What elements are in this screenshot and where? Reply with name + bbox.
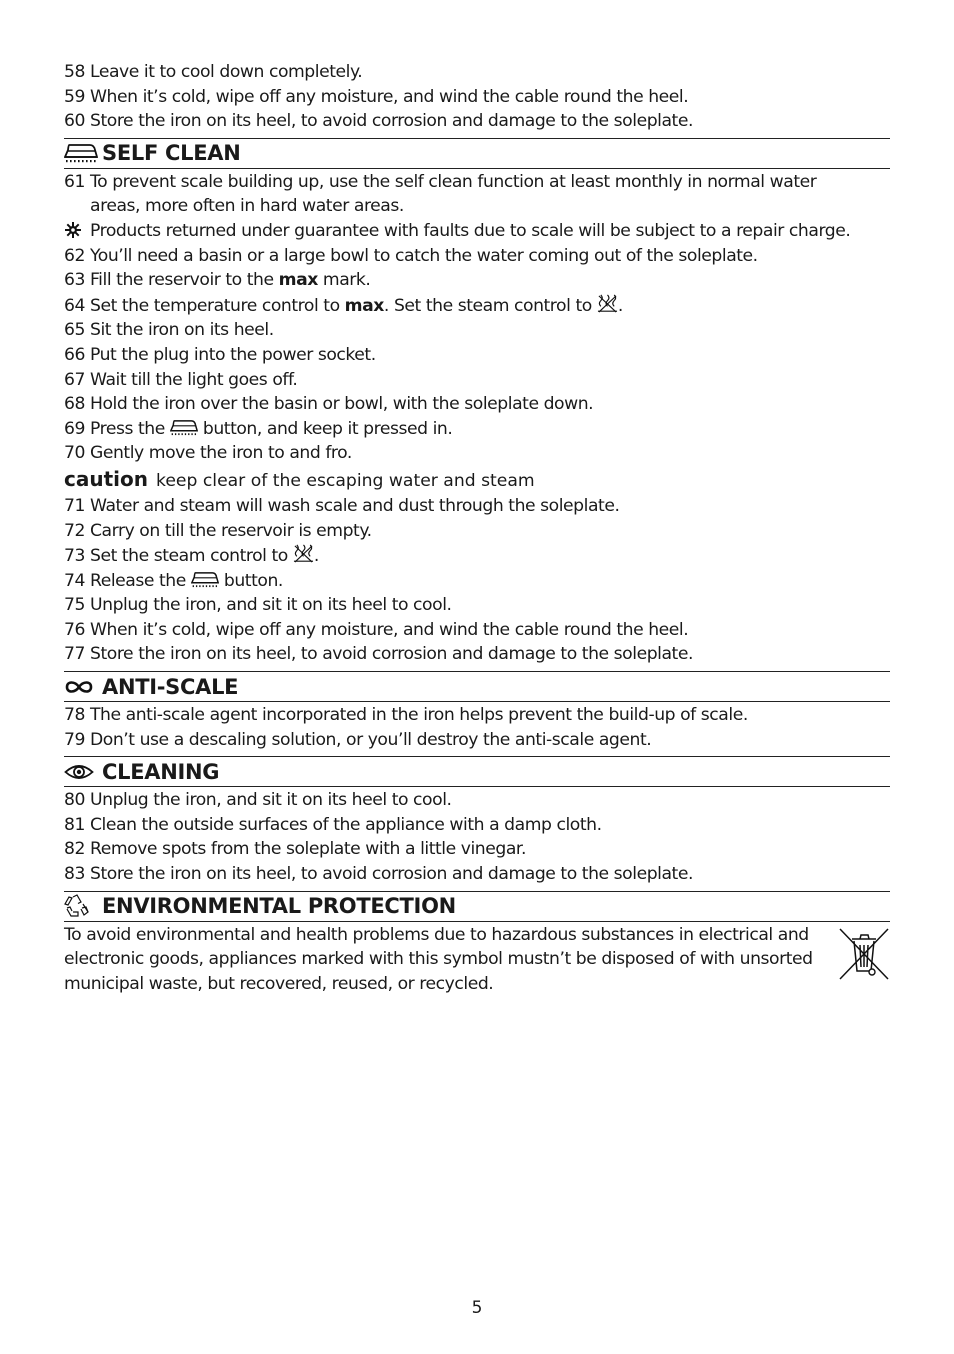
page-number: 5: [471, 1298, 483, 1318]
list-item: 80 Unplug the iron, and sit it on its heel to cool.: [64, 790, 452, 811]
eye-icon: [64, 763, 102, 781]
environment-text: To avoid environmental and health problems due to hazardous substances in electrical and electronic goods, appliances marked with this symbol mustn’t be disposed of with unsorted municipal waste, but recovered, reused, or recycled.: [64, 924, 813, 994]
infinity-icon: [64, 679, 102, 695]
list-item: 65 Sit the iron on its heel.: [64, 320, 274, 341]
list-item: 64 Set the temperature control to max. Set the steam control to .: [64, 295, 623, 316]
list-item: 63 Fill the reservoir to the max mark.: [64, 270, 371, 291]
list-item: 83 Store the iron on its heel, to avoid corrosion and damage to the soleplate.: [64, 864, 693, 885]
list-item: 75 Unplug the iron, and sit it on its heel to cool.: [64, 595, 452, 616]
list-item: 62 You’ll need a basin or a large bowl to catch the water coming out of the soleplate.: [64, 245, 758, 266]
warning-star-icon: [64, 219, 90, 244]
section-header-environmental-protection: ENVIRONMENTAL PROTECTION: [64, 891, 890, 922]
list-item: 79 Don’t use a descaling solution, or you’ll destroy the anti-scale agent.: [64, 729, 652, 750]
list-item: 78 The anti-scale agent incorporated in the iron helps prevent the build-up of scale.: [64, 705, 748, 726]
list-item: 69 Press the button, and keep it pressed in.: [64, 418, 453, 439]
crossed-out-bin-icon: [838, 927, 890, 997]
caution-note: caution keep clear of the escaping water and steam: [64, 466, 535, 491]
steam-off-icon: [597, 296, 618, 316]
self-clean-iron-icon: [64, 142, 102, 164]
self-clean-iron-icon: [170, 419, 198, 439]
list-item: 81 Clean the outside surfaces of the appliance with a damp cloth.: [64, 814, 602, 835]
environment-block: [64, 923, 890, 997]
list-item: 82 Remove spots from the soleplate with a little vinegar.: [64, 839, 526, 860]
list-item: 60 Store the iron on its heel, to avoid corrosion and damage to the soleplate.: [64, 111, 693, 132]
list-item: 70 Gently move the iron to and fro.: [64, 443, 352, 464]
list-item: 59 When it’s cold, wipe off any moisture, and wind the cable round the heel.: [64, 86, 689, 107]
steam-off-icon: [293, 546, 314, 566]
list-item: 58 Leave it to cool down completely.: [64, 62, 363, 82]
list-item: 61 To prevent scale building up, use the self clean function at least monthly in normal water: [64, 171, 817, 192]
list-item: 77 Store the iron on its heel, to avoid corrosion and damage to the soleplate.: [64, 644, 693, 665]
list-item: 66 Put the plug into the power socket.: [64, 344, 376, 365]
section-header-self-clean: SELF CLEAN: [64, 138, 890, 169]
list-item: 68 Hold the iron over the basin or bowl, with the soleplate down.: [64, 394, 594, 415]
recycle-icon: [64, 894, 102, 918]
list-item: 73 Set the steam control to .: [64, 546, 319, 567]
list-item: 72 Carry on till the reservoir is empty.: [64, 520, 372, 541]
page-content: [64, 60, 890, 996]
section-header-anti-scale: ANTI-SCALE: [64, 671, 890, 702]
list-item: 76 When it’s cold, wipe off any moisture, and wind the cable round the heel.: [64, 619, 689, 640]
warning-note: Products returned under guarantee with faults due to scale will be subject to a repair charge.: [64, 219, 890, 244]
section-header-cleaning: CLEANING: [64, 756, 890, 787]
list-item-continuation: areas, more often in hard water areas.: [90, 196, 404, 217]
list-item: 74 Release the button.: [64, 570, 283, 591]
list-item: 67 Wait till the light goes off.: [64, 369, 298, 390]
list-item: 71 Water and steam will wash scale and dust through the soleplate.: [64, 495, 620, 516]
self-clean-iron-icon: [191, 571, 219, 591]
